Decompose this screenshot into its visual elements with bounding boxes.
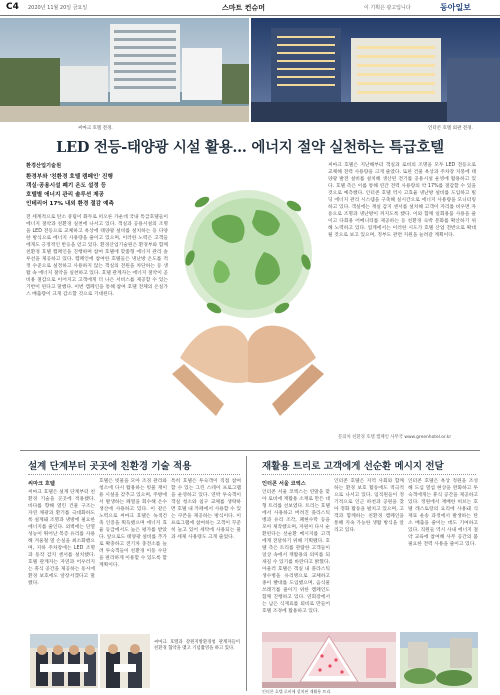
section1-text-a: 씨마크 호텔은 설계 단계부터 친환경 기술을 곳곳에 적용했다. 바다를 향해 열린 건물 구조는 자연 채광과 환기를 극대화하도록 설계돼 조명과 냉방에 필요한 에너지를 줄인다. 외벽에는 단열 성능이 뛰어난 복층 유리를 사용해 겨울철 열 손실을 최소화했으며, 지하 주차장에는 LED 조명과 동작 감지 센서를 설치했다. 호텔 관계자는 자연과 어우러지는 휴식 공간을 제공하는 동시에 환경 보호에도 앞장서겠다고 말했다. [28,490,95,586]
right-photo-caption: 인터콘 호텔 외관 전경. [428,126,473,131]
intro-text-col3: 씨마크 호텔은 지난해부터 객실과 로비의 조명을 모두 LED 전등으로 교체해 전력 사용량을 크게 줄였다. 또한 건물 옥상과 주차장 지붕에 태양광 발전 설비를 설치해 생산된 전기를 공용시설 운영에 활용하고 있다. 호텔 측은 이를 통해 연간 전력 사용량의 약 17%를 절감할 수 있을 것으로 예측했다. 인터콘 호텔 역시 고효율 냉난방 설비를 도입하고 빌딩 에너지 관리 시스템을 구축해 실시간으로 에너지 사용량을 모니터링하고 있다. 객실에는 재실 감지 센서를 설치해 고객이 자리를 비우면 자동으로 조명과 냉난방이 꺼지도록 했다. 이와 함께 일회용품 사용을 줄이고 다회용 어메니티를 제공하는 등 친환경 숙박 문화를 확산하기 위해 노력하고 있다. 업계에서는 이러한 시도가 호텔 산업 전반으로 확대될 것으로 보고 있으며, 정부도 관련 지원을 늘려갈 계획이다. [328,163,476,238]
recycle-tree-image [262,632,396,688]
intro-contact-note: 문의처 친환경 호텔 캠페인 사무국 www.greenhotel.or.kr [338,435,452,440]
section1-text-b: 호텔은 빗물을 모아 조경 관리와 청소에 다시 활용하는 빗물 재이용 시설을 갖추고 있으며, 주방에서 발생하는 폐열을 회수해 온수 생산에 사용하고 있다. 이 같은 노력으로 씨마크 호텔은 녹색건축 인증을 획득했으며 에너지 효율 등급에서도 높은 평가를 받았다. 앞으로도 태양광 설비를 추가로 확충하고 전기차 충전소를 늘려 투숙객들이 친환경 이동 수단을 편리하게 이용할 수 있도록 할 계획이다. [99,479,167,568]
intro-subhead: 객실·공용시설 폐기 온도 설정 등 [26,183,107,189]
intro-subhead: 환경부와 '친환경 호텔 캠페인' 진행 [26,174,113,180]
section2-photo-caption: 인터콘 호텔 로비에 설치된 재활용 트리. [262,689,332,694]
left-photo-caption: 씨마크 호텔 전경. [78,126,113,131]
intro-text-col1: 전 세계적으로 탄소 중립이 화두로 떠오른 가운데 국내 특급호텔들이 에너지 절약과 친환경 실천에 나서고 있다. 객실과 공용시설의 조명을 LED 전등으로 교체하고 옥상에 태양광 설비를 설치하는 등 다양한 방식으로 에너지 사용량을 줄이고 있으며, 이러한 노력은 고객들에게도 긍정적인 반응을 얻고 있다. 환경산업기술원은 환경부와 함께 친환경 호텔 캠페인을 진행하며 참여 호텔에 맞춤형 에너지 관리 솔루션을 제공하고 있다. 캠페인에 참여한 호텔들은 냉난방 온도를 적정 수준으로 설정하고 사용하지 않는 객실의 전원을 차단하는 등 생활 속 에너지 절약을 실천하고 있다. 호텔 관계자는 에너지 절약이 곧 비용 절감으로 이어지고 고객에게 더 나은 서비스를 제공할 수 있는 기반이 된다고 말했다. 이번 캠페인을 통해 참여 호텔 전체의 온실가스 배출량이 크게 감소할 것으로 기대된다. [26,215,168,297]
section2-text-a: 인터콘 서울 코엑스는 연말을 맞아 로비에 재활용 소재로 만든 대형 트리를 선보였다. 트리는 호텔에서 사용하고 버려진 플라스틱 병과 유리 조각, 폐현수막 등을 모아 제작했으며, 자원이 다시 순환된다는 선순환 메시지를 고객에게 전달하기 위해 기획됐다. 호텔 측은 트리를 관람한 고객들이 일상 속에서 재활용의 의미를 되새길 수 있기를 바란다고 밝혔다. 아울러 호텔은 객실 내 플라스틱 생수병을 유리병으로 교체하고 종이 빨대를 도입했으며, 음식물 쓰레기를 줄이기 위한 캠페인도 함께 진행하고 있다. 연회장에서는 남은 식재료를 퇴비로 만들어 호텔 조경에 활용하고 있다. [262,490,330,614]
ceremony-image [30,634,98,688]
section1-text-c: 특히 호텔은 투숙객이 직접 참여할 수 있는 그린 스테이 프로그램을 운영하고 있다. 연박 투숙객이 객실 청소와 침구 교체를 생략하면 호텔 내 카페에서 사용할 수 있는 쿠폰을 제공하는 방식이다. 이 프로그램에 참여하는 고객이 꾸준히 늘고 있어 세탁에 사용되는 물과 세제 사용량도 크게 줄었다. [171,479,241,540]
section1-photo-caption: 씨마크 호텔과 강원지방환경청 관계자들이 친환경 협약을 맺고 기념촬영을 하고 있다. [154,640,240,651]
section2-hotel-name: 인터콘 서울 코엑스 [262,481,306,487]
intro-subhead: 인테리어 17% 내외 환경 절감 예측 [26,201,114,207]
intro-byline: 환경산업기술원 [26,163,62,169]
intercon-hotel-photo [251,18,500,122]
main-headline: LED 전등-태양광 시설 활용… 에너지 절약 실천하는 특급호텔 [56,139,444,156]
seamarq-hotel-image [0,18,249,122]
intercon-hotel-image [251,18,500,122]
section2-rule [262,474,476,475]
ceremony-image-2 [100,634,150,688]
intro-subhead: 호텔별 에너지 관리 솔루션 제공 [26,192,105,198]
section2-text-b: 인터콘 호텔은 옥상 정원을 조성해 도심 열섬 현상을 완화하고 투숙객에게는 휴식 공간을 제공하고 있다. 정원에서 재배한 허브는 호텔 레스토랑의 요리에 사용돼 식재료 운송 과정에서 발생하는 탄소 배출을 줄이는 데도 기여하고 있다. 직원들 역시 사내 에너지 절약 교육에 참여해 사무 공간의 불필요한 전력 사용을 줄이고 있다. [408,479,478,547]
rooftop-garden-photo [400,632,478,688]
section1-rule [28,474,240,475]
section2-text-a2: 인터콘 호텔은 지역 사회와 함께하는 환경 보호 활동에도 적극적으로 나서고 있다. 임직원들이 정기적으로 인근 하천과 공원을 찾아 정화 활동을 펼치고 있으며, 고객과 함께하는 친환경 캠페인을 통해 지속 가능한 생활 방식을 알리고 있다. [334,479,404,533]
recycle-tree-photo [262,632,396,688]
agreement-ceremony-photo [30,634,98,688]
section-title: 스마트 컨슈머 [222,4,266,12]
rooftop-garden-image [400,632,478,688]
eco-globe-illustration [172,162,324,430]
column-divider [246,456,247,691]
ad-label: 이 기획은 광고입니다 [364,5,411,11]
masthead [0,0,500,16]
agreement-ceremony-photo-2 [100,634,150,688]
section-divider [20,450,480,451]
section1-title: 설계 단계부터 곳곳에 친환경 기술 적용 [28,461,192,472]
page-number: C4 [6,2,19,12]
newspaper-logo: 동아일보 [440,2,471,12]
section2-title: 재활용 트리로 고객에게 선순환 메시지 전달 [262,461,444,472]
issue-date: 2020년 11월 20일 금요일 [28,5,88,11]
seamarq-hotel-photo [0,18,249,122]
globe-hands-icon [172,162,324,430]
section1-hotel-name: 씨마크 호텔 [28,481,55,487]
